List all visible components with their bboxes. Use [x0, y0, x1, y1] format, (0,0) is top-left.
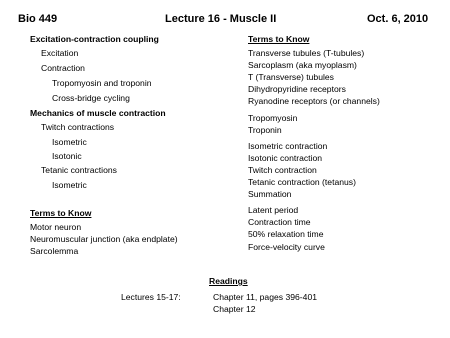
term-item: Troponin: [248, 125, 282, 135]
terms-heading-right: Terms to Know: [248, 34, 310, 44]
term-item: Neuromuscular junction (aka endplate): [30, 234, 178, 244]
course-title: Bio 449: [18, 13, 58, 25]
readings-label: Lectures 15-17:: [121, 292, 181, 302]
term-item: Latent period: [248, 205, 299, 215]
term-item: Summation: [248, 189, 292, 199]
lecture-title: Lecture 16 - Muscle II: [165, 13, 277, 25]
term-item: Force-velocity curve: [248, 242, 325, 252]
term-item: Tropomyosin: [248, 113, 298, 123]
term-item: Isotonic contraction: [248, 153, 323, 163]
term-item: 50% relaxation time: [248, 229, 324, 239]
term-item: Twitch contraction: [248, 165, 317, 175]
term-item: Dihydropyridine receptors: [248, 84, 346, 94]
outline-heading-mechanics: Mechanics of muscle contraction: [30, 108, 166, 118]
terms-heading-left: Terms to Know: [30, 208, 92, 218]
term-item: Contraction time: [248, 217, 311, 227]
term-item: Sarcolemma: [30, 246, 79, 256]
readings-heading: Readings: [209, 276, 248, 286]
term-item: Ryanodine receptors (or channels): [248, 96, 380, 106]
readings-line: Chapter 11, pages 396-401: [213, 292, 317, 302]
term-item: Motor neuron: [30, 222, 82, 232]
outline-subitem: Tropomyosin and troponin: [52, 78, 152, 88]
term-item: T (Transverse) tubules: [248, 72, 334, 82]
outline-item: Twitch contractions: [41, 122, 115, 132]
lecture-date: Oct. 6, 2010: [367, 13, 429, 25]
outline-subitem: Isometric: [52, 180, 87, 190]
term-item: Transverse tubules (T-tubules): [248, 48, 365, 58]
outline-item: Excitation: [41, 48, 79, 58]
outline-subitem: Isometric: [52, 137, 87, 147]
outline-heading-coupling: Excitation-contraction coupling: [30, 34, 159, 44]
term-item: Sarcoplasm (aka myoplasm): [248, 60, 357, 70]
outline-subitem: Isotonic: [52, 151, 82, 161]
outline-item: Contraction: [41, 63, 85, 73]
term-item: Tetanic contraction (tetanus): [248, 177, 356, 187]
outline-subitem: Cross-bridge cycling: [52, 93, 130, 103]
outline-item: Tetanic contractions: [41, 165, 117, 175]
readings-line: Chapter 12: [213, 304, 256, 314]
term-item: Isometric contraction: [248, 141, 328, 151]
